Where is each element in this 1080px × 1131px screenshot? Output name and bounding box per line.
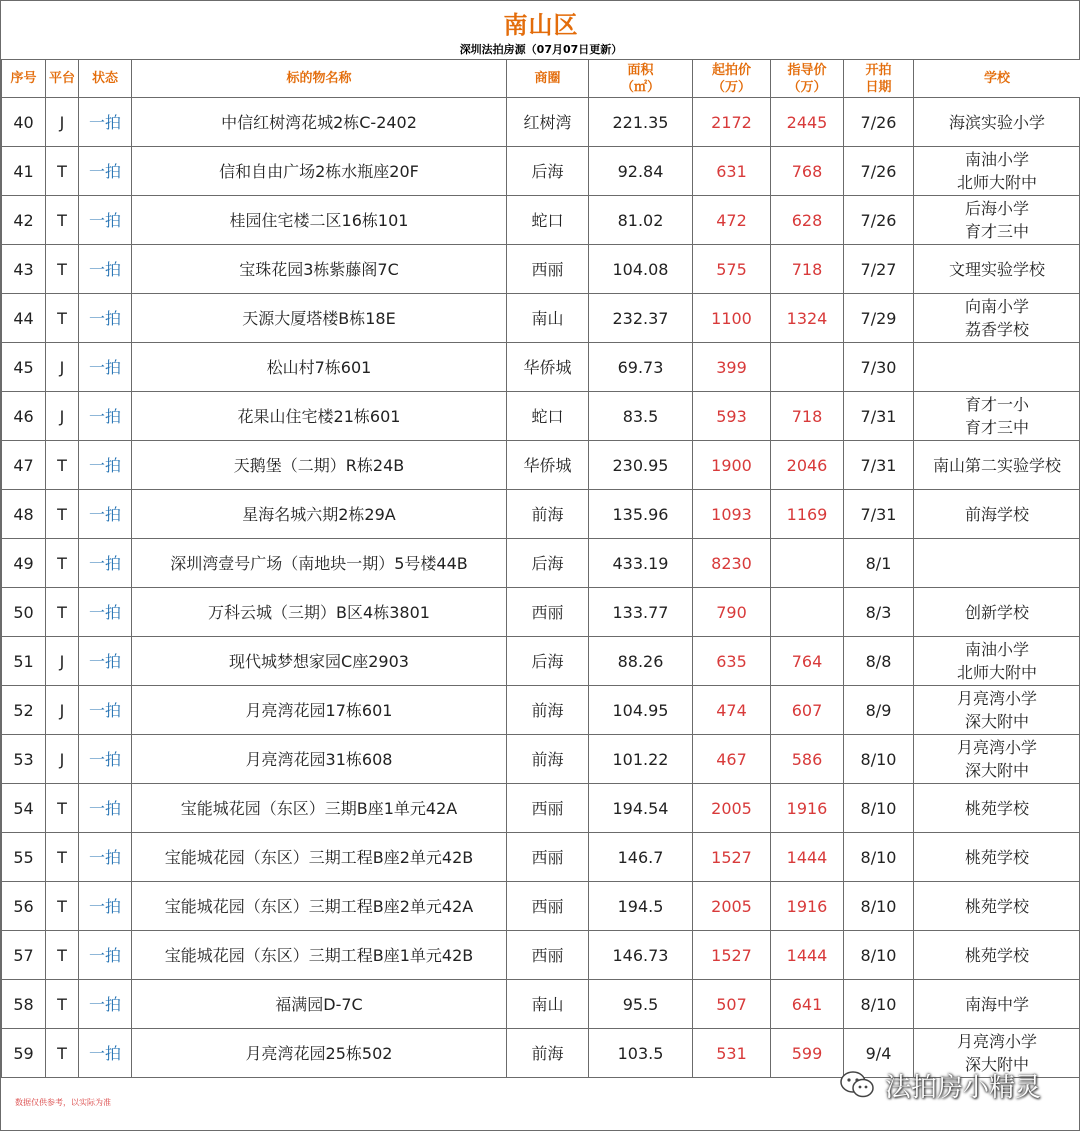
cell-name: 宝能城花园（东区）三期B座1单元42A bbox=[132, 784, 507, 833]
cell-school: 月亮湾小学 深大附中 bbox=[914, 1029, 1080, 1078]
cell-size: 146.7 bbox=[589, 833, 693, 882]
cell-platform: J bbox=[46, 686, 79, 735]
cell-status: 一拍 bbox=[79, 441, 132, 490]
cell-status: 一拍 bbox=[79, 196, 132, 245]
cell-area-circle: 西丽 bbox=[507, 784, 589, 833]
cell-name: 松山村7栋601 bbox=[132, 343, 507, 392]
listing-table bbox=[1, 59, 1080, 1078]
cell-no: 53 bbox=[2, 735, 46, 784]
cell-date: 9/4 bbox=[844, 1029, 914, 1078]
cell-start-price: 1900 bbox=[693, 441, 771, 490]
cell-size: 221.35 bbox=[589, 98, 693, 147]
cell-area-circle: 前海 bbox=[507, 686, 589, 735]
cell-start-price: 575 bbox=[693, 245, 771, 294]
cell-status: 一拍 bbox=[79, 882, 132, 931]
cell-no: 46 bbox=[2, 392, 46, 441]
cell-guide-price: 1916 bbox=[771, 784, 844, 833]
disclaimer-note: 数据仅供参考，以实际为准 bbox=[15, 1098, 111, 1107]
cell-guide-price: 2046 bbox=[771, 441, 844, 490]
cell-size: 92.84 bbox=[589, 147, 693, 196]
cell-status: 一拍 bbox=[79, 147, 132, 196]
cell-start-price: 472 bbox=[693, 196, 771, 245]
cell-no: 49 bbox=[2, 539, 46, 588]
cell-platform: T bbox=[46, 784, 79, 833]
cell-start-price: 593 bbox=[693, 392, 771, 441]
cell-no: 45 bbox=[2, 343, 46, 392]
cell-size: 146.73 bbox=[589, 931, 693, 980]
cell-name: 万科云城（三期）B区4栋3801 bbox=[132, 588, 507, 637]
cell-school: 育才一小 育才三中 bbox=[914, 392, 1080, 441]
cell-area-circle: 后海 bbox=[507, 147, 589, 196]
cell-date: 8/10 bbox=[844, 784, 914, 833]
cell-start-price: 507 bbox=[693, 980, 771, 1029]
cell-start-price: 2172 bbox=[693, 98, 771, 147]
cell-name: 宝能城花园（东区）三期工程B座2单元42A bbox=[132, 882, 507, 931]
cell-no: 41 bbox=[2, 147, 46, 196]
cell-platform: T bbox=[46, 931, 79, 980]
column-header-no: 序号 bbox=[2, 60, 46, 98]
column-header-name: 标的物名称 bbox=[132, 60, 507, 98]
cell-area-circle: 南山 bbox=[507, 294, 589, 343]
cell-school: 南海中学 bbox=[914, 980, 1080, 1029]
cell-platform: T bbox=[46, 441, 79, 490]
cell-size: 103.5 bbox=[589, 1029, 693, 1078]
cell-name: 宝能城花园（东区）三期工程B座2单元42B bbox=[132, 833, 507, 882]
cell-size: 95.5 bbox=[589, 980, 693, 1029]
cell-school: 南山第二实验学校 bbox=[914, 441, 1080, 490]
table-row bbox=[2, 294, 1080, 343]
table-row bbox=[2, 588, 1080, 637]
cell-start-price: 2005 bbox=[693, 882, 771, 931]
cell-start-price: 790 bbox=[693, 588, 771, 637]
table-row bbox=[2, 441, 1080, 490]
cell-platform: T bbox=[46, 294, 79, 343]
cell-status: 一拍 bbox=[79, 294, 132, 343]
cell-guide-price: 586 bbox=[771, 735, 844, 784]
column-header-platform: 平台 bbox=[46, 60, 79, 98]
cell-status: 一拍 bbox=[79, 588, 132, 637]
cell-area-circle: 前海 bbox=[507, 1029, 589, 1078]
cell-size: 104.08 bbox=[589, 245, 693, 294]
cell-start-price: 1527 bbox=[693, 931, 771, 980]
cell-status: 一拍 bbox=[79, 490, 132, 539]
cell-guide-price: 607 bbox=[771, 686, 844, 735]
cell-school: 桃苑学校 bbox=[914, 833, 1080, 882]
cell-guide-price: 1444 bbox=[771, 833, 844, 882]
table-row bbox=[2, 980, 1080, 1029]
cell-school: 后海小学 育才三中 bbox=[914, 196, 1080, 245]
column-header-date: 开拍 日期 bbox=[844, 60, 914, 98]
cell-start-price: 531 bbox=[693, 1029, 771, 1078]
cell-area-circle: 红树湾 bbox=[507, 98, 589, 147]
cell-name: 桂园住宅楼二区16栋101 bbox=[132, 196, 507, 245]
cell-name: 花果山住宅楼21栋601 bbox=[132, 392, 507, 441]
cell-date: 8/10 bbox=[844, 980, 914, 1029]
cell-name: 月亮湾花园25栋502 bbox=[132, 1029, 507, 1078]
cell-area-circle: 西丽 bbox=[507, 931, 589, 980]
cell-school: 海滨实验小学 bbox=[914, 98, 1080, 147]
cell-date: 8/10 bbox=[844, 735, 914, 784]
cell-start-price: 474 bbox=[693, 686, 771, 735]
cell-name: 月亮湾花园31栋608 bbox=[132, 735, 507, 784]
cell-no: 47 bbox=[2, 441, 46, 490]
cell-date: 8/10 bbox=[844, 833, 914, 882]
cell-platform: T bbox=[46, 539, 79, 588]
cell-start-price: 399 bbox=[693, 343, 771, 392]
cell-guide-price: 1169 bbox=[771, 490, 844, 539]
cell-no: 50 bbox=[2, 588, 46, 637]
cell-platform: J bbox=[46, 343, 79, 392]
cell-status: 一拍 bbox=[79, 343, 132, 392]
wechat-icon bbox=[839, 1069, 877, 1101]
cell-date: 7/29 bbox=[844, 294, 914, 343]
cell-platform: J bbox=[46, 637, 79, 686]
cell-area-circle: 蛇口 bbox=[507, 392, 589, 441]
cell-name: 信和自由广场2栋水瓶座20F bbox=[132, 147, 507, 196]
cell-date: 7/26 bbox=[844, 98, 914, 147]
cell-no: 55 bbox=[2, 833, 46, 882]
cell-size: 433.19 bbox=[589, 539, 693, 588]
cell-size: 83.5 bbox=[589, 392, 693, 441]
cell-area-circle: 南山 bbox=[507, 980, 589, 1029]
cell-start-price: 635 bbox=[693, 637, 771, 686]
column-header-start-price: 起拍价 （万） bbox=[693, 60, 771, 98]
cell-no: 57 bbox=[2, 931, 46, 980]
cell-start-price: 1100 bbox=[693, 294, 771, 343]
cell-size: 135.96 bbox=[589, 490, 693, 539]
cell-size: 104.95 bbox=[589, 686, 693, 735]
table-row bbox=[2, 539, 1080, 588]
cell-guide-price: 1444 bbox=[771, 931, 844, 980]
cell-date: 7/31 bbox=[844, 441, 914, 490]
cell-area-circle: 前海 bbox=[507, 735, 589, 784]
cell-date: 7/31 bbox=[844, 490, 914, 539]
page-title: 南山区 bbox=[503, 11, 579, 39]
cell-status: 一拍 bbox=[79, 980, 132, 1029]
cell-school: 向南小学 荔香学校 bbox=[914, 294, 1080, 343]
cell-platform: T bbox=[46, 833, 79, 882]
cell-status: 一拍 bbox=[79, 245, 132, 294]
cell-guide-price: 1916 bbox=[771, 882, 844, 931]
table-row bbox=[2, 196, 1080, 245]
cell-no: 43 bbox=[2, 245, 46, 294]
cell-name: 宝珠花园3栋紫藤阁7C bbox=[132, 245, 507, 294]
cell-status: 一拍 bbox=[79, 1029, 132, 1078]
cell-no: 52 bbox=[2, 686, 46, 735]
cell-school: 桃苑学校 bbox=[914, 882, 1080, 931]
cell-size: 230.95 bbox=[589, 441, 693, 490]
table-row bbox=[2, 147, 1080, 196]
table-body bbox=[2, 98, 1080, 1078]
cell-status: 一拍 bbox=[79, 98, 132, 147]
column-header-area-circle: 商圈 bbox=[507, 60, 589, 98]
cell-status: 一拍 bbox=[79, 931, 132, 980]
cell-guide-price: 641 bbox=[771, 980, 844, 1029]
cell-name: 宝能城花园（东区）三期工程B座1单元42B bbox=[132, 931, 507, 980]
cell-status: 一拍 bbox=[79, 735, 132, 784]
column-header-guide-price: 指导价 （万） bbox=[771, 60, 844, 98]
cell-guide-price: 764 bbox=[771, 637, 844, 686]
cell-guide-price bbox=[771, 539, 844, 588]
cell-size: 69.73 bbox=[589, 343, 693, 392]
cell-no: 40 bbox=[2, 98, 46, 147]
cell-school: 创新学校 bbox=[914, 588, 1080, 637]
cell-status: 一拍 bbox=[79, 392, 132, 441]
cell-guide-price: 628 bbox=[771, 196, 844, 245]
cell-size: 81.02 bbox=[589, 196, 693, 245]
cell-start-price: 631 bbox=[693, 147, 771, 196]
cell-size: 133.77 bbox=[589, 588, 693, 637]
table-row bbox=[2, 833, 1080, 882]
cell-date: 8/1 bbox=[844, 539, 914, 588]
cell-guide-price: 1324 bbox=[771, 294, 844, 343]
cell-no: 51 bbox=[2, 637, 46, 686]
cell-date: 8/8 bbox=[844, 637, 914, 686]
cell-size: 194.54 bbox=[589, 784, 693, 833]
cell-no: 42 bbox=[2, 196, 46, 245]
cell-status: 一拍 bbox=[79, 833, 132, 882]
cell-date: 7/31 bbox=[844, 392, 914, 441]
cell-status: 一拍 bbox=[79, 784, 132, 833]
cell-guide-price: 718 bbox=[771, 392, 844, 441]
table-row bbox=[2, 637, 1080, 686]
cell-date: 7/26 bbox=[844, 147, 914, 196]
cell-guide-price bbox=[771, 343, 844, 392]
cell-name: 天源大厦塔楼B栋18E bbox=[132, 294, 507, 343]
cell-size: 194.5 bbox=[589, 882, 693, 931]
cell-area-circle: 西丽 bbox=[507, 588, 589, 637]
cell-school: 前海学校 bbox=[914, 490, 1080, 539]
table-row bbox=[2, 343, 1080, 392]
cell-area-circle: 后海 bbox=[507, 539, 589, 588]
table-row bbox=[2, 392, 1080, 441]
cell-platform: T bbox=[46, 588, 79, 637]
cell-date: 7/26 bbox=[844, 196, 914, 245]
column-header-size: 面积 （㎡） bbox=[589, 60, 693, 98]
cell-school: 桃苑学校 bbox=[914, 784, 1080, 833]
table-row bbox=[2, 490, 1080, 539]
cell-date: 8/9 bbox=[844, 686, 914, 735]
cell-start-price: 1093 bbox=[693, 490, 771, 539]
cell-area-circle: 前海 bbox=[507, 490, 589, 539]
table-row bbox=[2, 245, 1080, 294]
table-row bbox=[2, 931, 1080, 980]
cell-school: 月亮湾小学 深大附中 bbox=[914, 686, 1080, 735]
table-row bbox=[2, 686, 1080, 735]
cell-start-price: 467 bbox=[693, 735, 771, 784]
cell-platform: T bbox=[46, 196, 79, 245]
table-row bbox=[2, 735, 1080, 784]
cell-name: 深圳湾壹号广场（南地块一期）5号楼44B bbox=[132, 539, 507, 588]
cell-guide-price: 2445 bbox=[771, 98, 844, 147]
cell-school: 南油小学 北师大附中 bbox=[914, 147, 1080, 196]
cell-platform: J bbox=[46, 735, 79, 784]
cell-no: 59 bbox=[2, 1029, 46, 1078]
cell-name: 现代城梦想家园C座2903 bbox=[132, 637, 507, 686]
cell-area-circle: 西丽 bbox=[507, 882, 589, 931]
cell-start-price: 8230 bbox=[693, 539, 771, 588]
cell-date: 8/10 bbox=[844, 931, 914, 980]
cell-platform: T bbox=[46, 490, 79, 539]
cell-school: 月亮湾小学 深大附中 bbox=[914, 735, 1080, 784]
cell-status: 一拍 bbox=[79, 539, 132, 588]
cell-school: 南油小学 北师大附中 bbox=[914, 637, 1080, 686]
cell-status: 一拍 bbox=[79, 686, 132, 735]
cell-name: 福满园D-7C bbox=[132, 980, 507, 1029]
table-row bbox=[2, 882, 1080, 931]
page-subtitle: 深圳法拍房源（07月07日更新） bbox=[459, 43, 623, 56]
cell-date: 7/27 bbox=[844, 245, 914, 294]
watermark bbox=[839, 1065, 1079, 1105]
cell-platform: J bbox=[46, 392, 79, 441]
cell-date: 7/30 bbox=[844, 343, 914, 392]
cell-platform: T bbox=[46, 980, 79, 1029]
cell-school: 桃苑学校 bbox=[914, 931, 1080, 980]
cell-platform: T bbox=[46, 147, 79, 196]
cell-name: 天鹅堡（二期）R栋24B bbox=[132, 441, 507, 490]
cell-guide-price: 768 bbox=[771, 147, 844, 196]
cell-no: 44 bbox=[2, 294, 46, 343]
cell-name: 中信红树湾花城2栋C-2402 bbox=[132, 98, 507, 147]
cell-platform: T bbox=[46, 245, 79, 294]
cell-platform: T bbox=[46, 1029, 79, 1078]
cell-no: 54 bbox=[2, 784, 46, 833]
cell-area-circle: 蛇口 bbox=[507, 196, 589, 245]
cell-school bbox=[914, 539, 1080, 588]
column-header-school: 学校 bbox=[914, 60, 1080, 98]
watermark-text: 法拍房小精灵 bbox=[885, 1072, 1042, 1103]
cell-platform: J bbox=[46, 98, 79, 147]
cell-area-circle: 西丽 bbox=[507, 245, 589, 294]
cell-area-circle: 华侨城 bbox=[507, 441, 589, 490]
cell-size: 88.26 bbox=[589, 637, 693, 686]
cell-school bbox=[914, 343, 1080, 392]
cell-name: 星海名城六期2栋29A bbox=[132, 490, 507, 539]
cell-status: 一拍 bbox=[79, 637, 132, 686]
cell-no: 56 bbox=[2, 882, 46, 931]
cell-name: 月亮湾花园17栋601 bbox=[132, 686, 507, 735]
cell-area-circle: 后海 bbox=[507, 637, 589, 686]
cell-start-price: 1527 bbox=[693, 833, 771, 882]
cell-guide-price: 599 bbox=[771, 1029, 844, 1078]
cell-area-circle: 华侨城 bbox=[507, 343, 589, 392]
cell-date: 8/10 bbox=[844, 882, 914, 931]
cell-guide-price: 718 bbox=[771, 245, 844, 294]
cell-area-circle: 西丽 bbox=[507, 833, 589, 882]
cell-platform: T bbox=[46, 882, 79, 931]
cell-start-price: 2005 bbox=[693, 784, 771, 833]
table-row bbox=[2, 784, 1080, 833]
cell-no: 48 bbox=[2, 490, 46, 539]
cell-guide-price bbox=[771, 588, 844, 637]
cell-size: 101.22 bbox=[589, 735, 693, 784]
cell-size: 232.37 bbox=[589, 294, 693, 343]
cell-date: 8/3 bbox=[844, 588, 914, 637]
cell-no: 58 bbox=[2, 980, 46, 1029]
table-row bbox=[2, 98, 1080, 147]
cell-school: 文理实验学校 bbox=[914, 245, 1080, 294]
table-header-row bbox=[2, 60, 1080, 98]
column-header-status: 状态 bbox=[79, 60, 132, 98]
